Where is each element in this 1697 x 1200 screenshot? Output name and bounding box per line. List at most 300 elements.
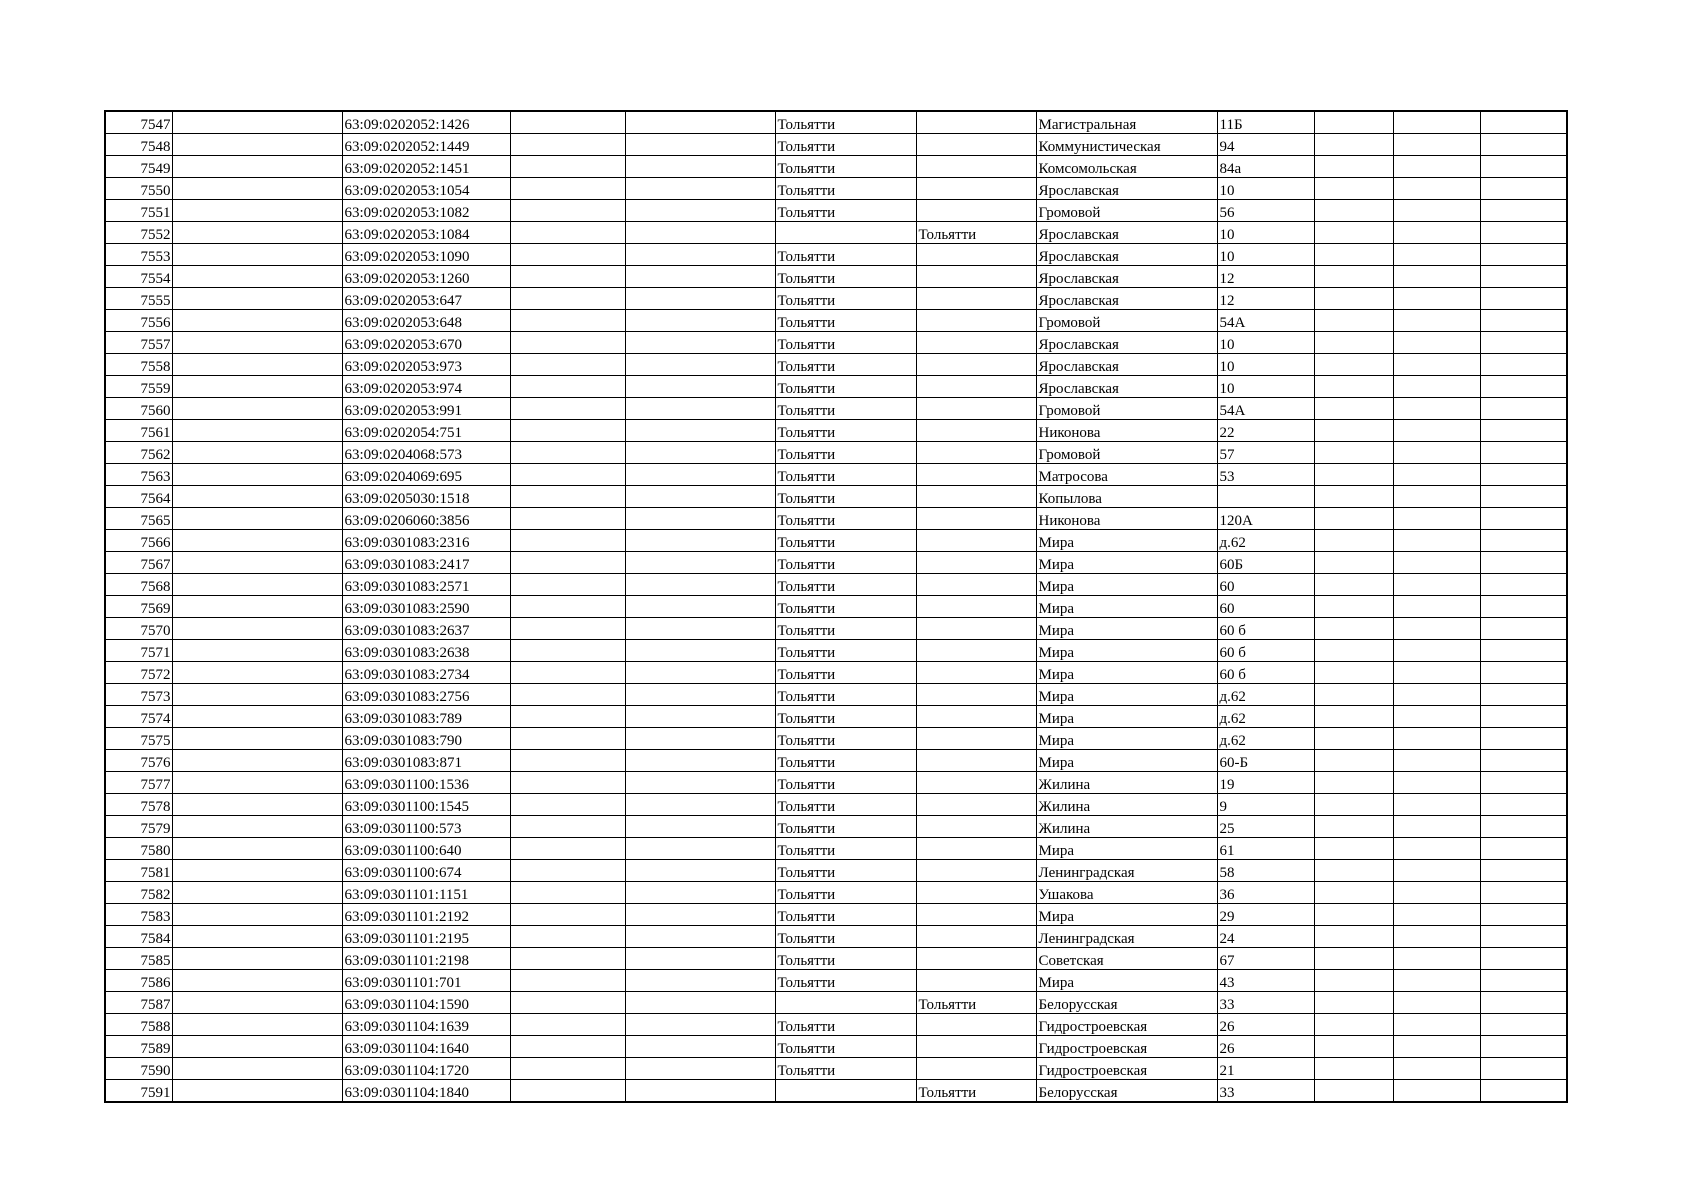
table-row (105, 794, 1567, 816)
cadastral-number-cell: 63:09:0204068:573 (342, 442, 510, 464)
city-cell: Тольятти (775, 970, 916, 992)
row-number-cell: 7575 (105, 728, 172, 750)
empty-cell (510, 992, 625, 1014)
table-row (105, 948, 1567, 970)
empty-cell (1393, 398, 1480, 420)
empty-cell (1480, 486, 1567, 508)
empty-cell (1480, 574, 1567, 596)
empty-cell (510, 442, 625, 464)
row-number-cell: 7579 (105, 816, 172, 838)
empty-cell (172, 926, 342, 948)
city-cell: Тольятти (775, 200, 916, 222)
table-row (105, 618, 1567, 640)
row-number-cell: 7554 (105, 266, 172, 288)
row-number-cell: 7566 (105, 530, 172, 552)
cadastral-number-cell: 63:09:0301101:2195 (342, 926, 510, 948)
cadastral-number-cell: 63:09:0202053:991 (342, 398, 510, 420)
table-row (105, 442, 1567, 464)
city-cell: Тольятти (775, 244, 916, 266)
house-number-cell: 57 (1217, 442, 1314, 464)
settlement-cell (916, 618, 1036, 640)
empty-cell (172, 178, 342, 200)
city-cell: Тольятти (775, 332, 916, 354)
street-cell: Никонова (1036, 508, 1217, 530)
settlement-cell (916, 244, 1036, 266)
empty-cell (510, 508, 625, 530)
house-number-cell: 10 (1217, 332, 1314, 354)
empty-cell (1480, 1080, 1567, 1103)
empty-cell (1480, 420, 1567, 442)
empty-cell (1393, 1080, 1480, 1103)
city-cell: Тольятти (775, 596, 916, 618)
street-cell: Ленинградская (1036, 860, 1217, 882)
empty-cell (510, 354, 625, 376)
city-cell: Тольятти (775, 904, 916, 926)
street-cell: Ярославская (1036, 178, 1217, 200)
street-cell: Ярославская (1036, 244, 1217, 266)
empty-cell (625, 596, 775, 618)
empty-cell (625, 332, 775, 354)
settlement-cell (916, 156, 1036, 178)
house-number-cell: 84а (1217, 156, 1314, 178)
table-row (105, 728, 1567, 750)
table-row (105, 926, 1567, 948)
street-cell: Магистральная (1036, 111, 1217, 134)
cadastral-number-cell: 63:09:0301083:789 (342, 706, 510, 728)
empty-cell (172, 354, 342, 376)
empty-cell (172, 618, 342, 640)
house-number-cell (1217, 486, 1314, 508)
empty-cell (1480, 464, 1567, 486)
city-cell: Тольятти (775, 1014, 916, 1036)
empty-cell (625, 772, 775, 794)
empty-cell (625, 200, 775, 222)
street-cell: Никонова (1036, 420, 1217, 442)
street-cell: Ярославская (1036, 376, 1217, 398)
table-row (105, 772, 1567, 794)
city-cell: Тольятти (775, 134, 916, 156)
city-cell: Тольятти (775, 728, 916, 750)
empty-cell (625, 1080, 775, 1103)
street-cell: Мира (1036, 684, 1217, 706)
house-number-cell: 36 (1217, 882, 1314, 904)
row-number-cell: 7556 (105, 310, 172, 332)
empty-cell (510, 618, 625, 640)
empty-cell (1314, 860, 1393, 882)
row-number-cell: 7548 (105, 134, 172, 156)
table-row (105, 904, 1567, 926)
cadastral-number-cell: 63:09:0202052:1449 (342, 134, 510, 156)
row-number-cell: 7547 (105, 111, 172, 134)
empty-cell (510, 486, 625, 508)
empty-cell (172, 838, 342, 860)
empty-cell (1393, 596, 1480, 618)
house-number-cell: д.62 (1217, 706, 1314, 728)
city-cell: Тольятти (775, 750, 916, 772)
empty-cell (625, 684, 775, 706)
empty-cell (625, 222, 775, 244)
house-number-cell: 10 (1217, 244, 1314, 266)
empty-cell (1314, 486, 1393, 508)
empty-cell (1480, 948, 1567, 970)
street-cell: Копылова (1036, 486, 1217, 508)
city-cell: Тольятти (775, 574, 916, 596)
empty-cell (1480, 354, 1567, 376)
row-number-cell: 7565 (105, 508, 172, 530)
empty-cell (625, 156, 775, 178)
empty-cell (1314, 1080, 1393, 1103)
empty-cell (172, 948, 342, 970)
street-cell: Мира (1036, 706, 1217, 728)
settlement-cell (916, 200, 1036, 222)
city-cell: Тольятти (775, 266, 916, 288)
street-cell: Белорусская (1036, 1080, 1217, 1103)
city-cell: Тольятти (775, 618, 916, 640)
empty-cell (1480, 662, 1567, 684)
cadastral-number-cell: 63:09:0202053:670 (342, 332, 510, 354)
empty-cell (1314, 948, 1393, 970)
empty-cell (172, 640, 342, 662)
street-cell: Мира (1036, 904, 1217, 926)
house-number-cell: 60 б (1217, 618, 1314, 640)
city-cell: Тольятти (775, 552, 916, 574)
cadastral-number-cell: 63:09:0301083:2590 (342, 596, 510, 618)
street-cell: Мира (1036, 574, 1217, 596)
empty-cell (1393, 640, 1480, 662)
cadastral-number-cell: 63:09:0202053:973 (342, 354, 510, 376)
house-number-cell: 25 (1217, 816, 1314, 838)
house-number-cell: 43 (1217, 970, 1314, 992)
empty-cell (1393, 111, 1480, 134)
empty-cell (1393, 376, 1480, 398)
empty-cell (1480, 530, 1567, 552)
empty-cell (172, 266, 342, 288)
table-row (105, 288, 1567, 310)
city-cell: Тольятти (775, 794, 916, 816)
empty-cell (625, 1014, 775, 1036)
cadastral-number-cell: 63:09:0202053:1054 (342, 178, 510, 200)
row-number-cell: 7578 (105, 794, 172, 816)
house-number-cell: 54А (1217, 310, 1314, 332)
table-row (105, 882, 1567, 904)
street-cell: Громовой (1036, 398, 1217, 420)
empty-cell (1314, 970, 1393, 992)
settlement-cell (916, 750, 1036, 772)
empty-cell (1480, 816, 1567, 838)
row-number-cell: 7549 (105, 156, 172, 178)
empty-cell (625, 706, 775, 728)
empty-cell (172, 222, 342, 244)
empty-cell (1393, 794, 1480, 816)
empty-cell (1480, 1058, 1567, 1080)
empty-cell (1314, 728, 1393, 750)
table-row (105, 354, 1567, 376)
empty-cell (172, 376, 342, 398)
empty-cell (625, 398, 775, 420)
house-number-cell: д.62 (1217, 728, 1314, 750)
empty-cell (510, 948, 625, 970)
empty-cell (510, 288, 625, 310)
empty-cell (1480, 992, 1567, 1014)
empty-cell (625, 530, 775, 552)
house-number-cell: 60 (1217, 574, 1314, 596)
empty-cell (510, 376, 625, 398)
empty-cell (510, 772, 625, 794)
empty-cell (625, 926, 775, 948)
row-number-cell: 7585 (105, 948, 172, 970)
row-number-cell: 7558 (105, 354, 172, 376)
city-cell: Тольятти (775, 684, 916, 706)
empty-cell (172, 464, 342, 486)
empty-cell (172, 596, 342, 618)
empty-cell (1480, 794, 1567, 816)
row-number-cell: 7572 (105, 662, 172, 684)
empty-cell (510, 420, 625, 442)
row-number-cell: 7567 (105, 552, 172, 574)
settlement-cell (916, 882, 1036, 904)
street-cell: Комсомольская (1036, 156, 1217, 178)
empty-cell (510, 530, 625, 552)
house-number-cell: 10 (1217, 222, 1314, 244)
empty-cell (172, 244, 342, 266)
row-number-cell: 7562 (105, 442, 172, 464)
table-row (105, 662, 1567, 684)
settlement-cell (916, 706, 1036, 728)
city-cell: Тольятти (775, 442, 916, 464)
empty-cell (172, 1058, 342, 1080)
city-cell: Тольятти (775, 508, 916, 530)
cadastral-number-cell: 63:09:0301083:2638 (342, 640, 510, 662)
cadastral-number-cell: 63:09:0301100:573 (342, 816, 510, 838)
empty-cell (1480, 398, 1567, 420)
empty-cell (1480, 222, 1567, 244)
table-row (105, 222, 1567, 244)
table-row (105, 1080, 1567, 1103)
empty-cell (510, 662, 625, 684)
house-number-cell: 10 (1217, 178, 1314, 200)
table-row (105, 838, 1567, 860)
empty-cell (625, 420, 775, 442)
empty-cell (1393, 574, 1480, 596)
empty-cell (172, 904, 342, 926)
cadastral-number-cell: 63:09:0301083:871 (342, 750, 510, 772)
empty-cell (510, 1080, 625, 1103)
cadastral-number-cell: 63:09:0202053:1082 (342, 200, 510, 222)
street-cell: Ярославская (1036, 266, 1217, 288)
empty-cell (1314, 794, 1393, 816)
empty-cell (510, 1058, 625, 1080)
empty-cell (1314, 156, 1393, 178)
table-row (105, 486, 1567, 508)
empty-cell (1314, 992, 1393, 1014)
settlement-cell (916, 420, 1036, 442)
empty-cell (510, 838, 625, 860)
row-number-cell: 7551 (105, 200, 172, 222)
cadastral-number-cell: 63:09:0301101:701 (342, 970, 510, 992)
empty-cell (625, 662, 775, 684)
table-row (105, 816, 1567, 838)
empty-cell (172, 508, 342, 530)
empty-cell (625, 134, 775, 156)
settlement-cell (916, 486, 1036, 508)
empty-cell (1393, 992, 1480, 1014)
empty-cell (510, 222, 625, 244)
empty-cell (1314, 1058, 1393, 1080)
row-number-cell: 7573 (105, 684, 172, 706)
city-cell: Тольятти (775, 310, 916, 332)
empty-cell (172, 860, 342, 882)
table-row (105, 860, 1567, 882)
table-row (105, 310, 1567, 332)
street-cell: Ярославская (1036, 354, 1217, 376)
empty-cell (1393, 684, 1480, 706)
empty-cell (510, 552, 625, 574)
row-number-cell: 7568 (105, 574, 172, 596)
empty-cell (625, 464, 775, 486)
empty-cell (172, 684, 342, 706)
cadastral-number-cell: 63:09:0301083:2756 (342, 684, 510, 706)
empty-cell (1314, 310, 1393, 332)
empty-cell (1393, 860, 1480, 882)
empty-cell (172, 1080, 342, 1103)
table-row (105, 398, 1567, 420)
house-number-cell: 60 (1217, 596, 1314, 618)
settlement-cell (916, 772, 1036, 794)
empty-cell (172, 772, 342, 794)
house-number-cell: 9 (1217, 794, 1314, 816)
empty-cell (1314, 1014, 1393, 1036)
table-row (105, 464, 1567, 486)
empty-cell (1314, 244, 1393, 266)
empty-cell (1314, 464, 1393, 486)
empty-cell (1480, 442, 1567, 464)
empty-cell (1314, 838, 1393, 860)
city-cell (775, 222, 916, 244)
empty-cell (625, 486, 775, 508)
house-number-cell: 29 (1217, 904, 1314, 926)
house-number-cell: 53 (1217, 464, 1314, 486)
empty-cell (625, 882, 775, 904)
empty-cell (1314, 926, 1393, 948)
settlement-cell (916, 310, 1036, 332)
empty-cell (1314, 398, 1393, 420)
empty-cell (510, 750, 625, 772)
settlement-cell: Тольятти (916, 992, 1036, 1014)
empty-cell (172, 310, 342, 332)
empty-cell (1393, 882, 1480, 904)
empty-cell (1480, 640, 1567, 662)
empty-cell (1393, 1036, 1480, 1058)
empty-cell (510, 640, 625, 662)
empty-cell (1314, 1036, 1393, 1058)
settlement-cell (916, 838, 1036, 860)
table-row (105, 200, 1567, 222)
empty-cell (1393, 332, 1480, 354)
cadastral-number-cell: 63:09:0301104:1590 (342, 992, 510, 1014)
empty-cell (172, 816, 342, 838)
street-cell: Белорусская (1036, 992, 1217, 1014)
empty-cell (625, 111, 775, 134)
empty-cell (510, 926, 625, 948)
empty-cell (1314, 442, 1393, 464)
city-cell: Тольятти (775, 178, 916, 200)
empty-cell (1480, 200, 1567, 222)
empty-cell (1393, 970, 1480, 992)
empty-cell (1393, 464, 1480, 486)
house-number-cell: 19 (1217, 772, 1314, 794)
empty-cell (1393, 310, 1480, 332)
empty-cell (1393, 816, 1480, 838)
table-row (105, 1014, 1567, 1036)
empty-cell (172, 332, 342, 354)
empty-cell (1314, 420, 1393, 442)
row-number-cell: 7577 (105, 772, 172, 794)
empty-cell (510, 904, 625, 926)
street-cell: Жилина (1036, 816, 1217, 838)
empty-cell (625, 442, 775, 464)
row-number-cell: 7574 (105, 706, 172, 728)
house-number-cell: 26 (1217, 1014, 1314, 1036)
empty-cell (1393, 486, 1480, 508)
city-cell: Тольятти (775, 860, 916, 882)
city-cell: Тольятти (775, 486, 916, 508)
empty-cell (510, 200, 625, 222)
settlement-cell (916, 530, 1036, 552)
empty-cell (1480, 310, 1567, 332)
cadastral-number-cell: 63:09:0301100:1536 (342, 772, 510, 794)
table-row (105, 706, 1567, 728)
house-number-cell: 21 (1217, 1058, 1314, 1080)
table-row (105, 574, 1567, 596)
settlement-cell (916, 684, 1036, 706)
empty-cell (1314, 882, 1393, 904)
settlement-cell (916, 970, 1036, 992)
row-number-cell: 7576 (105, 750, 172, 772)
row-number-cell: 7586 (105, 970, 172, 992)
empty-cell (1480, 618, 1567, 640)
cadastral-number-cell: 63:09:0205030:1518 (342, 486, 510, 508)
house-number-cell: 24 (1217, 926, 1314, 948)
empty-cell (1314, 816, 1393, 838)
city-cell: Тольятти (775, 948, 916, 970)
cadastral-number-cell: 63:09:0301104:1640 (342, 1036, 510, 1058)
empty-cell (1393, 750, 1480, 772)
cadastral-number-cell: 63:09:0202054:751 (342, 420, 510, 442)
house-number-cell: 12 (1217, 266, 1314, 288)
empty-cell (1393, 1058, 1480, 1080)
street-cell: Мира (1036, 838, 1217, 860)
house-number-cell: д.62 (1217, 684, 1314, 706)
empty-cell (625, 794, 775, 816)
cadastral-number-cell: 63:09:0204069:695 (342, 464, 510, 486)
house-number-cell: 60Б (1217, 552, 1314, 574)
street-cell: Мира (1036, 618, 1217, 640)
house-number-cell: д.62 (1217, 530, 1314, 552)
row-number-cell: 7571 (105, 640, 172, 662)
row-number-cell: 7589 (105, 1036, 172, 1058)
table-row (105, 111, 1567, 134)
street-cell: Жилина (1036, 772, 1217, 794)
empty-cell (1314, 332, 1393, 354)
empty-cell (625, 1058, 775, 1080)
empty-cell (625, 816, 775, 838)
empty-cell (510, 882, 625, 904)
row-number-cell: 7569 (105, 596, 172, 618)
empty-cell (510, 684, 625, 706)
house-number-cell: 67 (1217, 948, 1314, 970)
settlement-cell (916, 926, 1036, 948)
empty-cell (625, 904, 775, 926)
